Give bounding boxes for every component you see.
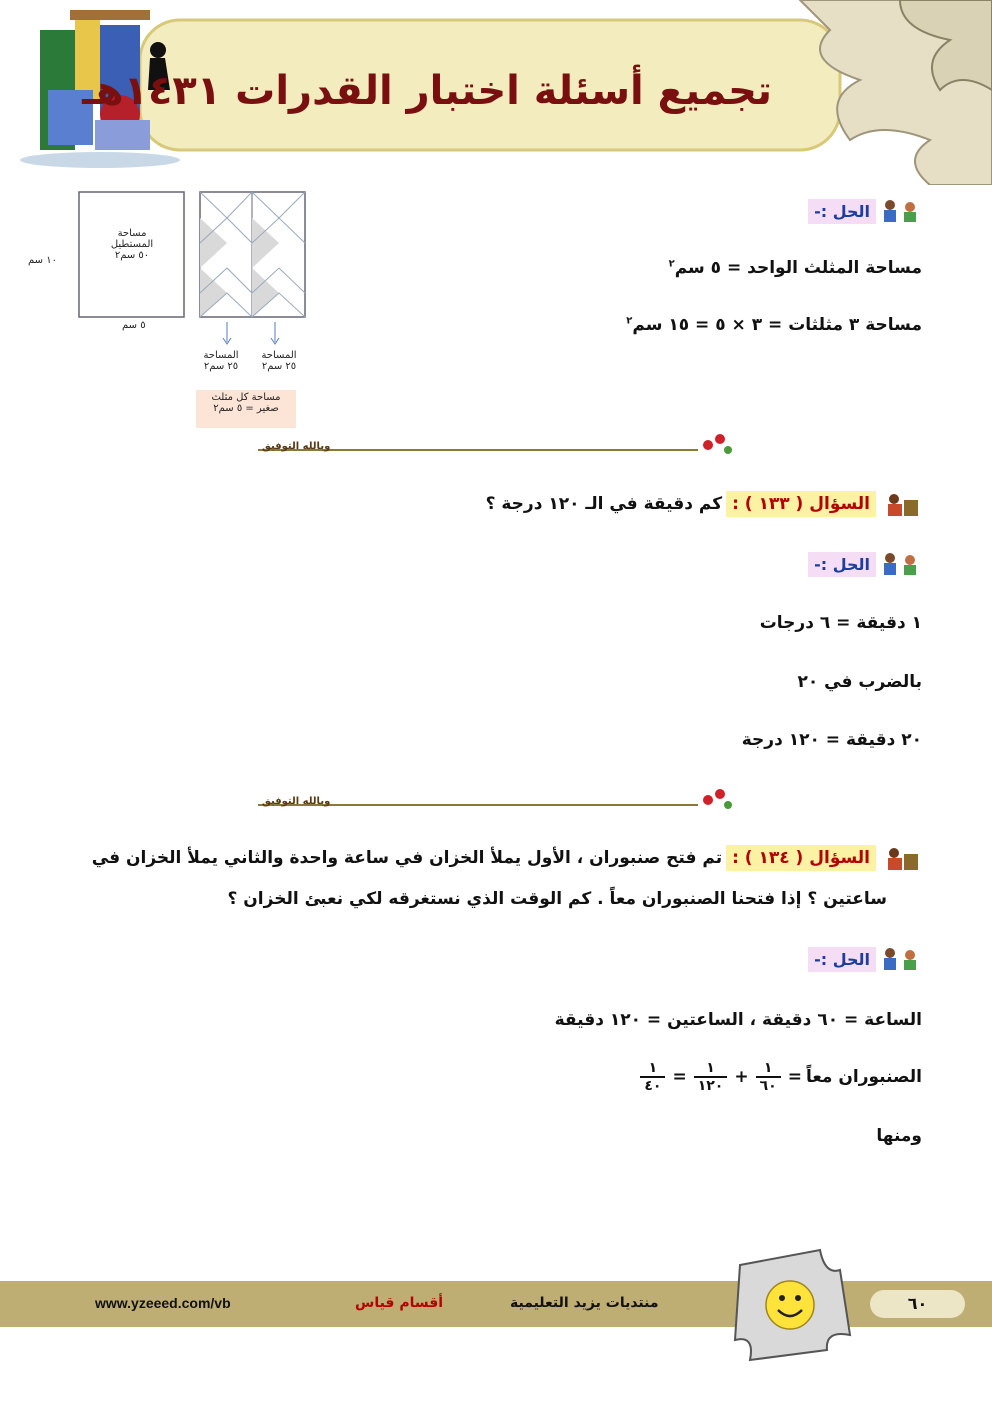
footer-url[interactable]: www.yzeeed.com/vb — [95, 1295, 231, 1311]
solution-line: ٢٠ دقيقة = ١٢٠ درجة — [741, 730, 922, 750]
question-text: تم فتح صنبوران ، الأول يملأ الخزان في ساعة واحدة والثاني يملأ الخزان في — [91, 848, 723, 868]
students-icon — [878, 550, 922, 578]
solution-header-1 — [808, 197, 922, 225]
solution-line: ١ دقيقة = ٦ درجات — [759, 613, 922, 633]
solution-line: ومنها — [876, 1126, 922, 1146]
solution-label: الحل :- — [808, 552, 876, 577]
area-right-label: المساحة ٢٥ سم٢ — [261, 350, 297, 372]
question-134 — [92, 844, 922, 872]
solution-line: بالضرب في ٢٠ — [797, 672, 922, 692]
solution-line: مساحة المثلث الواحد = ٥ سم$^٢$ — [668, 258, 922, 278]
fraction-equation: الصنبوران معاً = $\frac{١}{٦٠}$ + $\frac{١}{١٢٠}$ = $\frac{١}{٤٠}$ — [637, 1060, 922, 1094]
area-left-label: المساحة ٢٥ سم٢ — [203, 350, 239, 372]
footer-forum-name[interactable]: منتديات يزيد التعليمية — [510, 1295, 659, 1311]
solution-label: الحل :- — [808, 199, 876, 224]
solution-label: الحل :- — [808, 947, 876, 972]
smiley-puzzle-icon — [725, 1240, 855, 1365]
solution-header-2 — [808, 550, 922, 578]
question-label: السؤال ( ١٣٤ ) : — [726, 845, 876, 871]
solution-header-3 — [808, 945, 922, 973]
fraction-1-40: $\frac{١}{٤٠}$ — [640, 1060, 665, 1094]
students-icon — [878, 945, 922, 973]
fraction-1-60: $\frac{١}{٦٠}$ — [756, 1060, 781, 1094]
solution-line: الساعة = ٦٠ دقيقة ، الساعتين = ١٢٠ دقيقة — [554, 1010, 922, 1030]
footer-section[interactable]: أقسام قياس — [355, 1295, 444, 1311]
page-number: ٦٠ — [907, 1294, 928, 1313]
rect-area-label: مساحة المستطيل ٥٠ سم٢ — [110, 228, 154, 261]
question-label: السؤال ( ١٣٣ ) : — [726, 491, 876, 517]
down-arrows — [200, 322, 300, 347]
divider-text: وبالله التوفيق — [262, 796, 331, 807]
page-title: تجميع أسئلة اختبار القدرات ١٤٣١هـ — [82, 68, 772, 114]
question-text: كم دقيقة في الـ ١٢٠ درجة ؟ — [485, 494, 723, 514]
triangle-area-note: مساحة كل مثلث صغير = ٥ سم٢ — [196, 390, 296, 428]
question-icon — [880, 490, 922, 518]
divider-text: وبالله التوفيق — [262, 441, 331, 452]
solution-line: مساحة ٣ مثلثات = ٣ × ٥ = ١٥ سم$^٢$ — [626, 315, 922, 335]
question-text-continued: ساعتين ؟ إذا فتحنا الصنبوران معاً . كم الوقت الذي نستغرقه لكي نعبئ الخزان ؟ — [227, 889, 887, 909]
question-133 — [486, 490, 922, 518]
height-label: ١٠ سم — [28, 255, 57, 266]
fraction-1-120: $\frac{١}{١٢٠}$ — [694, 1060, 728, 1094]
width-label: ٥ سم — [122, 320, 146, 331]
page-number-box — [870, 1290, 965, 1318]
question-icon — [880, 844, 922, 872]
students-icon — [878, 197, 922, 225]
